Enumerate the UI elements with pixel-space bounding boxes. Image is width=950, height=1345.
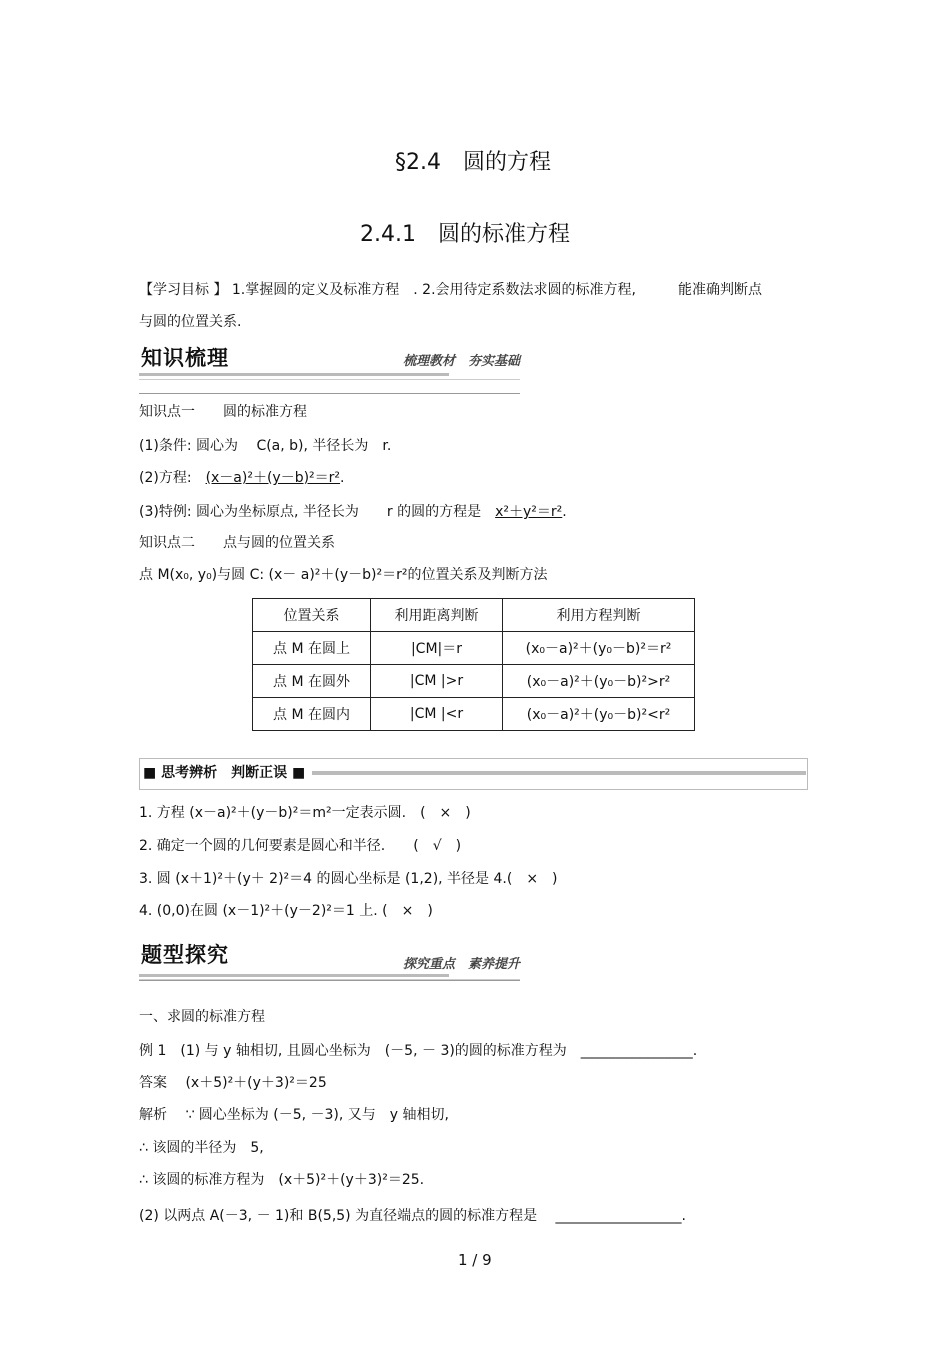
think-item: 4. (0,0)在圆 (x－1)²＋(y－2)²＝1 上. ( × ) xyxy=(139,903,433,919)
kp2-intro: 点 M(x₀, y₀)与圆 C: (x－ a)²＋(y－b)²＝r²的位置关系及判断方法 xyxy=(139,567,548,583)
think-title: ■ 思考辨析 判断正误 ■ xyxy=(143,765,306,781)
analysis-line: ∴ 该圆的半径为 5, xyxy=(139,1140,264,1156)
table-row xyxy=(253,632,695,665)
table-row xyxy=(253,665,695,698)
learning-goals-line1: 【学习目标 】 1.掌握圆的定义及标准方程 . 2.会用待定系数法求圆的标准方程, 能准确判断点 xyxy=(139,282,762,298)
table-cell: |CM|＝r xyxy=(371,632,503,665)
banner-divider xyxy=(139,379,520,380)
kp1-special-formula: x²＋y²＝r² xyxy=(495,504,563,520)
think-item: 3. 圆 (x＋1)²＋(y＋ 2)²＝4 的圆心坐标是 (1,2), 半径是 4.( × ) xyxy=(139,871,558,887)
table-header: 利用方程判断 xyxy=(503,599,695,632)
table-cell: 点 M 在圆内 xyxy=(253,698,371,731)
learning-goals-line2: 与圆的位置关系. xyxy=(139,314,242,330)
table-cell: |CM |>r xyxy=(371,665,503,698)
think-banner xyxy=(139,758,808,790)
table-cell: 点 M 在圆上 xyxy=(253,632,371,665)
answer: 答案 (x＋5)²＋(y＋3)²＝25 xyxy=(139,1075,327,1091)
kp1-equation-formula: (x－a)²＋(y－b)²＝r² xyxy=(205,470,341,486)
explore-banner xyxy=(139,930,520,981)
table-row xyxy=(253,698,695,731)
page-title: 2.4.1 圆的标准方程 xyxy=(360,222,570,247)
table-cell: (x₀－a)²＋(y₀－b)²>r² xyxy=(503,665,695,698)
table-cell: |CM |<r xyxy=(371,698,503,731)
kp1-title: 知识点一 圆的标准方程 xyxy=(139,404,307,420)
banner-slogan: 梳理教材 夯实基础 xyxy=(402,354,520,369)
table-header: 利用距离判断 xyxy=(371,599,503,632)
table-cell: (x₀－a)²＋(y₀－b)²＝r² xyxy=(503,632,695,665)
kp1-condition: (1)条件: 圆心为 C(a, b), 半径长为 r. xyxy=(139,438,392,454)
part1-title: 一、求圆的标准方程 xyxy=(139,1009,265,1025)
kp1-equation-label: (2)方程: xyxy=(139,470,206,486)
kp1-equation-end: . xyxy=(340,470,345,486)
think-item: 2. 确定一个圆的几何要素是圆心和半径. ( √ ) xyxy=(139,838,462,854)
example-1: 例 1 (1) 与 y 轴相切, 且圆心坐标为 (－5, － 3)的圆的标准方程为 ________________. xyxy=(139,1043,698,1059)
banner-bar xyxy=(139,974,449,977)
example-1-part2: (2) 以两点 A(－3, － 1)和 B(5,5) 为直径端点的圆的标准方程是 __________________. xyxy=(139,1208,686,1224)
section-title: §2.4 圆的方程 xyxy=(395,150,551,175)
think-item: 1. 方程 (x－a)²＋(y－b)²＝m²一定表示圆. ( × ) xyxy=(139,805,471,821)
kp1-special xyxy=(139,503,567,521)
kp1-equation xyxy=(139,469,345,487)
analysis-line: 解析 ∵ 圆心坐标为 (－5, －3), 又与 y 轴相切, xyxy=(139,1107,449,1123)
table-header: 位置关系 xyxy=(253,599,371,632)
analysis-line: ∴ 该圆的标准方程为 (x＋5)²＋(y＋3)²＝25. xyxy=(139,1172,425,1188)
banner-bar xyxy=(139,373,449,376)
kp1-special-label: (3)特例: 圆心为坐标原点, 半径长为 r 的圆的方程是 xyxy=(139,504,496,520)
table-header-row xyxy=(253,599,695,632)
table-cell: (x₀－a)²＋(y₀－b)²<r² xyxy=(503,698,695,731)
think-bar-line xyxy=(312,771,806,775)
kp2-title: 知识点二 点与圆的位置关系 xyxy=(139,535,335,551)
banner-slogan: 探究重点 素养提升 xyxy=(402,957,520,972)
position-table xyxy=(252,598,695,731)
knowledge-banner xyxy=(139,343,520,394)
banner-title: 题型探究 xyxy=(141,943,229,967)
table-cell: 点 M 在圆外 xyxy=(253,665,371,698)
kp1-special-end: . xyxy=(562,504,567,520)
banner-title: 知识梳理 xyxy=(141,346,229,370)
banner-divider xyxy=(139,979,520,980)
page-number: 1 / 9 xyxy=(458,1251,492,1269)
